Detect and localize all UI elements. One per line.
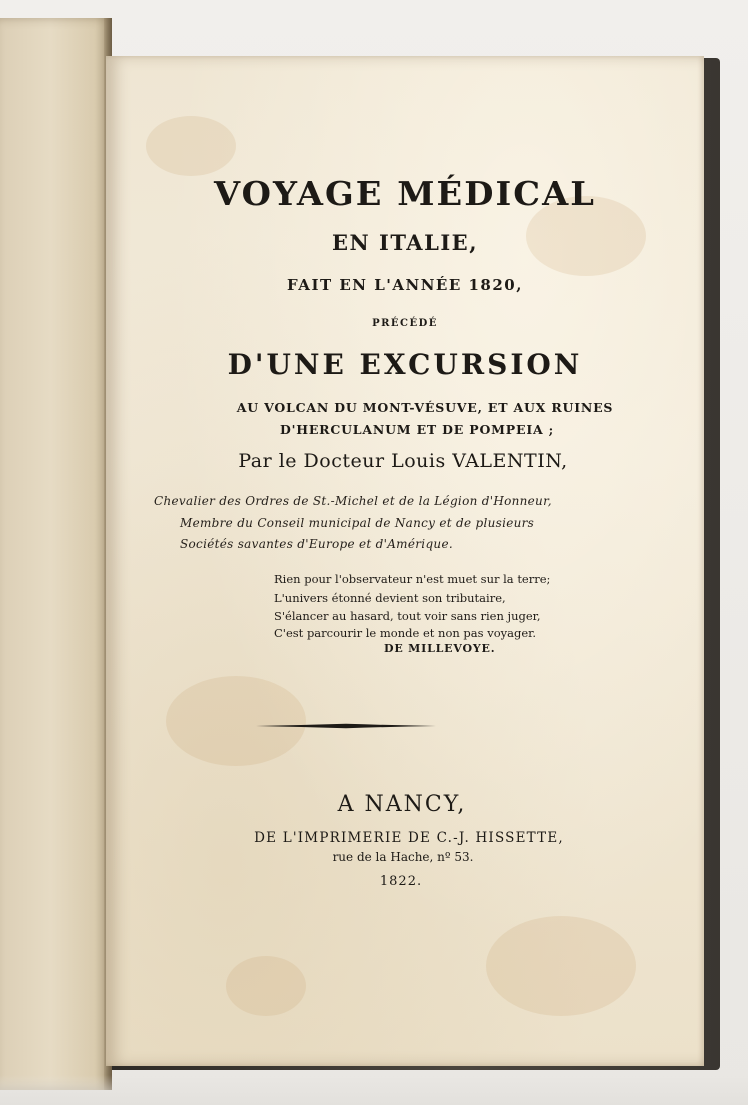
foxing-stain bbox=[486, 916, 636, 1016]
epigraph-line: L'univers étonné devient son tributaire, bbox=[274, 591, 506, 605]
book-title: VOYAGE MÉDICAL bbox=[214, 174, 596, 213]
foxing-stain bbox=[146, 116, 236, 176]
author-credential-line: Sociétés savantes d'Europe et d'Amérique. bbox=[180, 537, 453, 551]
author-credential-line: Chevalier des Ordres de St.-Michel et de la Légion d'Honneur, bbox=[154, 494, 552, 508]
ornamental-rule bbox=[256, 723, 436, 729]
excursion-heading: D'UNE EXCURSION bbox=[227, 348, 583, 381]
epigraph-line: C'est parcourir le monde et non pas voyager. bbox=[274, 626, 537, 640]
title-page bbox=[106, 56, 704, 1066]
excursion-detail-line-2: D'HERCULANUM ET DE POMPEIA ; bbox=[279, 422, 555, 437]
excursion-detail-line-1: AU VOLCAN DU MONT-VÉSUVE, ET AUX RUINES bbox=[236, 400, 614, 415]
verso-page bbox=[0, 18, 112, 1090]
year-line: FAIT EN L'ANNÉE 1820, bbox=[287, 276, 523, 294]
epigraph-line: S'élancer au hasard, tout voir sans rien juger, bbox=[274, 609, 541, 623]
foxing-stain bbox=[226, 956, 306, 1016]
printer-address: rue de la Hache, nº 53. bbox=[332, 850, 474, 864]
publication-place: A NANCY, bbox=[337, 792, 467, 817]
preceded-label: PRÉCÉDÉ bbox=[372, 318, 438, 329]
author-credential-line: Membre du Conseil municipal de Nancy et de plusieurs bbox=[180, 516, 535, 530]
epigraph-author: DE MILLEVOYE. bbox=[384, 642, 496, 655]
printer-line: DE L'IMPRIMERIE DE C.-J. HISSETTE, bbox=[254, 830, 564, 846]
book-subtitle: EN ITALIE, bbox=[331, 230, 478, 255]
foxing-stain bbox=[166, 676, 306, 766]
table-surface bbox=[0, 1075, 748, 1105]
author-line: Par le Docteur Louis VALENTIN, bbox=[238, 450, 568, 472]
epigraph-line: Rien pour l'observateur n'est muet sur la terre; bbox=[274, 572, 551, 586]
publication-year: 1822. bbox=[379, 874, 423, 889]
